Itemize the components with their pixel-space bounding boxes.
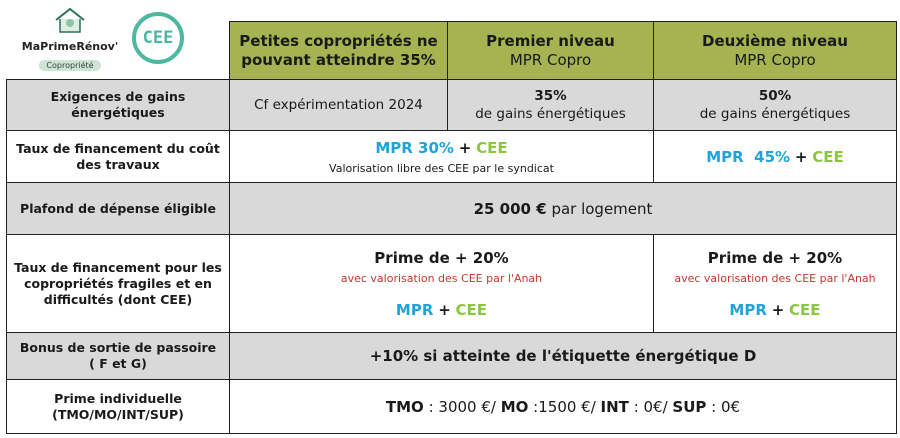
cell-cf-experimentation: Cf expérimentation 2024 [230,80,448,131]
plafond-suffix: par logement [551,199,653,218]
plus-sign: + [458,138,472,157]
mpr-30-text: MPR 30% [375,138,454,157]
label-line: Taux de financement du coût [16,140,220,156]
mpr-brand-text: MaPrimeRénov' [21,40,119,53]
label-line: Taux de financement pour les [14,259,222,275]
tmo-key: TMO [385,397,424,416]
anah-note: avec valorisation des CEE par l'Anah [340,272,543,285]
header-premier-niveau [448,22,654,80]
cee-text: CEE [812,148,844,166]
cee-text: CEE [455,301,488,319]
label-line: des travaux [76,156,160,172]
row-taux-financement [7,131,897,183]
plus-sign: + [438,301,451,319]
pct-50: 50% [758,88,792,104]
valorisation-note: Valorisation libre des CEE par le syndicat [329,161,554,175]
cell-mpr30-cee [230,131,654,183]
row-label-bonus [7,333,230,380]
header-col2-line2: MPR Copro [509,50,592,69]
cell-plafond-value [230,183,897,235]
pct-35: 35% [534,88,567,104]
header-row [7,22,897,80]
label-line: énergétiques [71,105,165,120]
plus-sign: + [794,148,808,166]
row-label-exigences [7,80,230,131]
cell-50-percent [654,80,897,131]
header-col3-line2: MPR Copro [734,50,816,69]
row-label-prime [7,380,230,434]
sup-value: : 0€ [706,397,741,416]
int-key: INT [600,397,629,416]
mo-value: :1500 €/ [528,397,601,416]
cee-text: CEE [476,138,508,157]
cell-35-percent [448,80,654,131]
mpr-copro-pill: Copropriété [39,60,100,71]
plafond-amount: 25 000 € [473,199,547,218]
tmo-value: : 3000 €/ [423,397,501,416]
cee-logo: CEE [132,12,184,64]
header-petites-coproprietes [230,22,448,80]
label-line: Bonus de sortie de passoire [19,340,217,355]
cell-mpr45-cee [654,131,897,183]
row-bonus-passoire [7,333,897,380]
header-empty-cell [7,22,230,80]
anah-note: avec valorisation des CEE par l'Anah [674,272,876,285]
gains-text: de gains énergétiques [475,106,626,122]
label-line: Prime individuelle [54,390,182,406]
label-line: copropriétés fragiles et en [24,275,212,291]
header-col1-line1: Petites copropriétés ne [239,31,438,50]
plus-sign: + [771,301,785,319]
prime-20-text: Prime de + 20% [707,249,843,267]
cell-prime-value [230,380,897,434]
gains-text: de gains énergétiques [699,106,851,122]
row-label-plafond: Plafond de dépense éligible [7,183,230,235]
mpr-text: MPR [729,301,767,319]
label-line: (TMO/MO/INT/SUP) [52,406,184,422]
row-prime-individuelle [7,380,897,434]
row-label-taux [7,131,230,183]
sup-key: SUP [672,397,707,416]
label-line: difficultés (dont CEE) [43,291,193,307]
mpr-text: MPR [395,301,434,319]
header-deuxieme-niveau [654,22,897,80]
row-coproprietes-fragiles [7,235,897,333]
prime-20-text: Prime de + 20% [374,249,509,267]
row-label-fragiles [7,235,230,333]
int-value: : 0€/ [628,397,673,416]
mpr-45-text: MPR 45% [706,148,791,166]
header-col2-line1: Premier niveau [486,31,615,50]
cell-fragiles-right [654,235,897,333]
cee-text: CEE [789,301,821,319]
header-col1-line2: pouvant atteindre 35% [241,50,436,69]
label-line: Exigences de gains [50,89,186,104]
row-exigences [7,80,897,131]
header-col3-line1: Deuxième niveau [702,31,848,50]
comparison-table [6,21,897,434]
label-line: ( F et G) [89,356,147,371]
cell-fragiles-left [230,235,654,333]
mo-key: MO [500,397,529,416]
row-plafond [7,183,897,235]
cell-bonus-value: +10% si atteinte de l'étiquette énergétique D [230,333,897,380]
